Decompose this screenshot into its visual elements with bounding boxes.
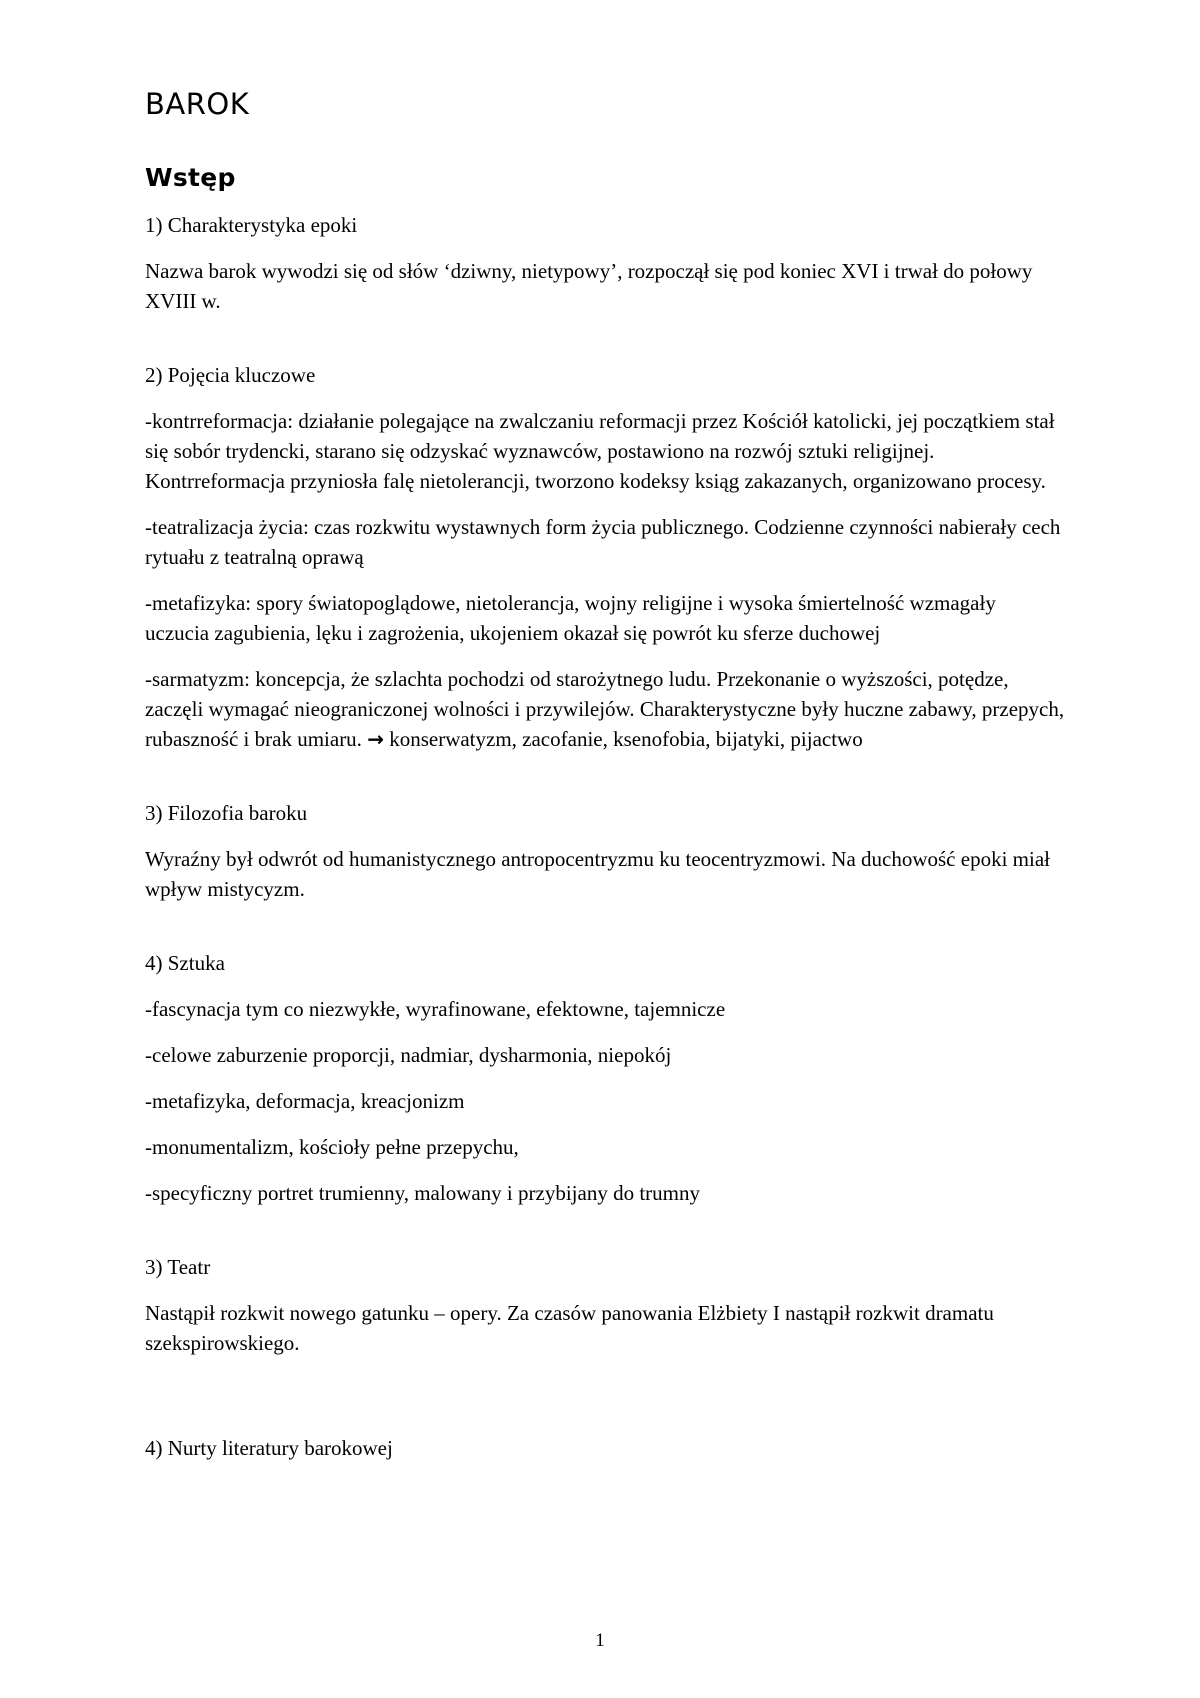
section-heading-art: 4) Sztuka	[145, 951, 225, 975]
art-item: -fascynacja tym co niezwykłe, wyrafinowane, efektowne, tajemnicze	[145, 997, 726, 1021]
document-title: BAROK	[145, 87, 250, 121]
art-item: -celowe zaburzenie proporcji, nadmiar, dysharmonia, niepokój	[145, 1043, 672, 1067]
art-item: -metafizyka, deformacja, kreacjonizm	[145, 1089, 465, 1113]
concept-sarmatism	[145, 664, 1065, 754]
document-body	[145, 86, 1065, 1463]
art-item: -specyficzny portret trumienny, malowany i przybijany do trumny	[145, 1181, 700, 1205]
philosophy-paragraph: Wyraźny był odwrót od humanistycznego antropocentryzmu ku teocentryzmowi. Na duchowość epoki miał wpływ mistycyzm.	[145, 847, 1050, 901]
page-number: 1	[595, 1630, 605, 1651]
section-heading-literary-trends: 4) Nurty literatury barokowej	[145, 1436, 393, 1460]
concept-counter-reformation: -kontrreformacja: działanie polegające na zwalczaniu reformacji przez Kościół katolicki, jej początkiem stał się sobór trydencki, starano się odzyskać wyznawców, postawiono na rozwój sztuki religijnej. Kontrreformacja przyniosła falę nietolerancji, tworzono kodeksy ksiąg zakazanych, organizowano procesy.	[145, 409, 1055, 493]
concept-theatricalization: -teatralizacja życia: czas rozkwitu wystawnych form życia publicznego. Codzienne czynności nabierały cech rytuału z teatralną oprawą	[145, 515, 1061, 569]
sarmatism-text-end: konserwatyzm, zacofanie, ksenofobia, bijatyki, pijactwo	[383, 727, 863, 751]
art-item: -monumentalizm, kościoły pełne przepychu,	[145, 1135, 519, 1159]
intro-heading: Wstęp	[145, 163, 236, 192]
section-heading-key-concepts: 2) Pojęcia kluczowe	[145, 363, 316, 387]
characteristics-paragraph: Nazwa barok wywodzi się od słów ‘dziwny, nietypowy’, rozpoczął się pod koniec XVI i trwał do połowy XVIII w.	[145, 259, 1033, 313]
right-arrow-icon: →	[367, 727, 384, 751]
sarmatism-text-start: -sarmatyzm: koncepcja, że szlachta pochodzi od starożytnego ludu. Przekonanie o wyższości, potędze, zaczęli wymagać nieograniczonej wolności i przywilejów. Charakterystyczne były huczne zabawy, przepych, rubaszność i brak umiaru.	[145, 667, 1065, 751]
section-heading-philosophy: 3) Filozofia baroku	[145, 801, 308, 825]
theatre-paragraph: Nastąpił rozkwit nowego gatunku – opery. Za czasów panowania Elżbiety I nastąpił rozkwit dramatu szekspirowskiego.	[145, 1301, 994, 1355]
concept-metaphysics: -metafizyka: spory światopoglądowe, nietolerancja, wojny religijne i wysoka śmiertelność wzmagały uczucia zagubienia, lęku i zagrożenia, ukojeniem okazał się powrót ku sferze duchowej	[145, 591, 996, 645]
section-heading-characteristics: 1) Charakterystyka epoki	[145, 213, 358, 237]
section-heading-theatre: 3) Teatr	[145, 1255, 211, 1279]
